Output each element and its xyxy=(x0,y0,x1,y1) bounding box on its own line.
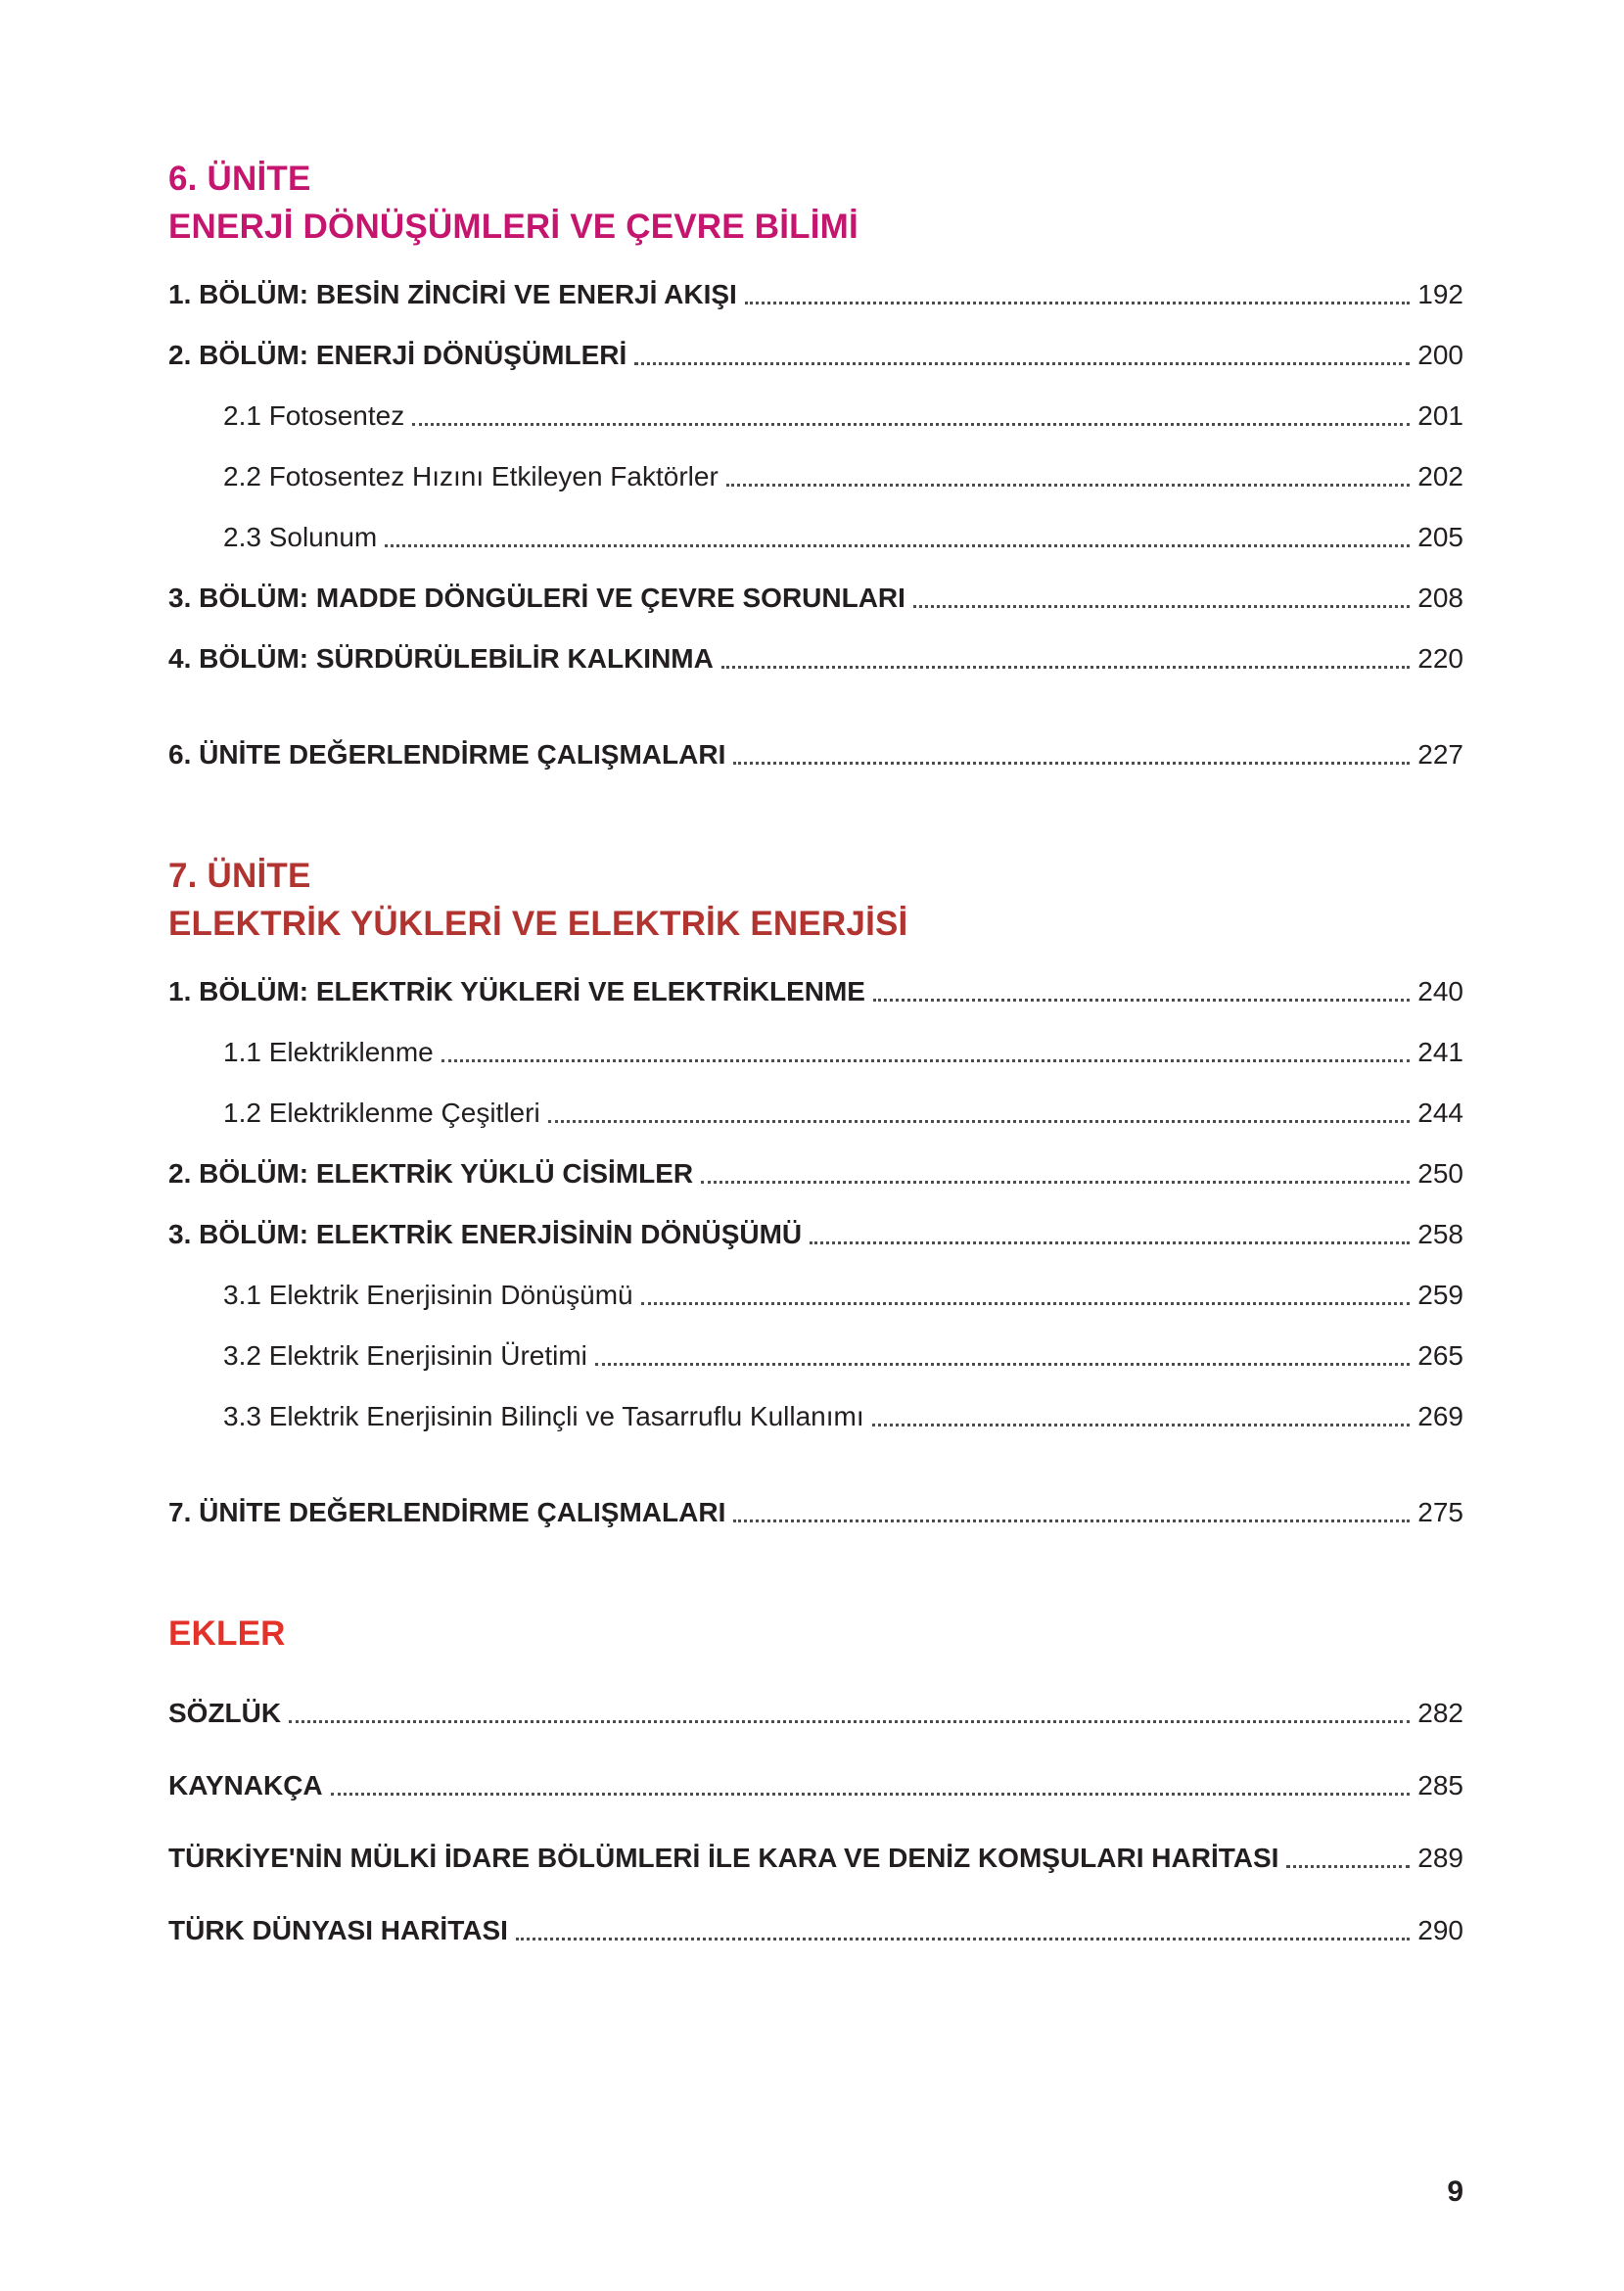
toc-entry xyxy=(168,1400,1463,1433)
toc-entry xyxy=(168,460,1463,493)
dotted-leader xyxy=(412,423,1410,426)
unit-heading-line: ENERJİ DÖNÜŞÜMLERİ VE ÇEVRE BİLİMİ xyxy=(168,208,858,246)
toc-entry xyxy=(168,339,1463,372)
toc-entry xyxy=(168,582,1463,615)
toc-entry-page: 258 xyxy=(1417,1219,1463,1249)
page-number: 9 xyxy=(1447,2175,1463,2208)
toc-entry-page: 275 xyxy=(1417,1497,1463,1527)
toc-entry-page: 205 xyxy=(1417,522,1463,552)
toc-entry xyxy=(168,642,1463,676)
toc-entry-label: 3. BÖLÜM: MADDE DÖNGÜLERİ VE ÇEVRE SORUNLARI xyxy=(168,583,905,613)
toc-entry-label: KAYNAKÇA xyxy=(168,1770,323,1800)
toc-entry-page: 244 xyxy=(1417,1098,1463,1128)
toc-entry-page: 265 xyxy=(1417,1340,1463,1371)
dotted-leader xyxy=(726,484,1411,487)
toc-entry xyxy=(168,521,1463,554)
toc-entry-label: 2. BÖLÜM: ENERJİ DÖNÜŞÜMLERİ xyxy=(168,340,627,370)
dotted-leader xyxy=(634,362,1410,365)
toc-entry xyxy=(168,1842,1463,1875)
toc-entry-label: TÜRKİYE'NİN MÜLKİ İDARE BÖLÜMLERİ İLE KARA VE DENİZ KOMŞULARI HARİTASI xyxy=(168,1843,1279,1873)
dotted-leader xyxy=(548,1120,1411,1123)
toc-entry xyxy=(168,1769,1463,1802)
toc-entry-page: 227 xyxy=(1417,739,1463,770)
toc-entry-label: 3.3 Elektrik Enerjisinin Bilinçli ve Tasarruflu Kullanımı xyxy=(223,1401,864,1431)
unit-heading xyxy=(168,155,1463,251)
dotted-leader xyxy=(733,762,1410,765)
dotted-leader xyxy=(701,1181,1410,1184)
dotted-leader xyxy=(641,1302,1411,1305)
dotted-leader xyxy=(873,999,1410,1002)
toc-entry-page: 192 xyxy=(1417,279,1463,309)
toc-entry-label: 1.2 Elektriklenme Çeşitleri xyxy=(223,1098,540,1128)
toc-entry-page: 220 xyxy=(1417,643,1463,674)
dotted-leader xyxy=(913,605,1410,608)
dotted-leader xyxy=(595,1363,1410,1366)
toc-entry-page: 200 xyxy=(1417,340,1463,370)
toc-entry xyxy=(168,738,1463,771)
toc-entry-label: 2. BÖLÜM: ELEKTRİK YÜKLÜ CİSİMLER xyxy=(168,1158,694,1189)
toc-entry-page: 289 xyxy=(1417,1843,1463,1873)
toc-entry xyxy=(168,1097,1463,1130)
toc-entry-label: 7. ÜNİTE DEĞERLENDİRME ÇALIŞMALARI xyxy=(168,1497,726,1527)
toc-entry-label: 2.3 Solunum xyxy=(223,522,378,552)
dotted-leader xyxy=(745,302,1410,304)
toc-entry xyxy=(168,278,1463,311)
dotted-leader xyxy=(385,544,1410,547)
dotted-leader xyxy=(872,1424,1411,1426)
toc-entry xyxy=(168,1036,1463,1069)
toc-entry xyxy=(168,1697,1463,1730)
toc-entry xyxy=(168,1339,1463,1373)
dotted-leader xyxy=(331,1793,1411,1796)
toc-entry xyxy=(168,1157,1463,1191)
unit-heading xyxy=(168,852,1463,948)
dotted-leader xyxy=(1286,1865,1410,1868)
dotted-leader xyxy=(810,1241,1410,1244)
toc-entry xyxy=(168,1496,1463,1529)
dotted-leader xyxy=(289,1720,1410,1723)
toc-entry-label: 1. BÖLÜM: BESİN ZİNCİRİ VE ENERJİ AKIŞI xyxy=(168,279,737,309)
toc-entry-label: 6. ÜNİTE DEĞERLENDİRME ÇALIŞMALARI xyxy=(168,739,726,770)
toc-entry-page: 290 xyxy=(1417,1915,1463,1945)
toc-entry-page: 202 xyxy=(1417,461,1463,491)
toc-entry-page: 259 xyxy=(1417,1280,1463,1310)
toc-entry-label: 3.2 Elektrik Enerjisinin Üretimi xyxy=(223,1340,587,1371)
toc-entry-page: 285 xyxy=(1417,1770,1463,1800)
unit-heading-line: 7. ÜNİTE xyxy=(168,857,311,895)
toc-entry xyxy=(168,1279,1463,1312)
toc-entry-page: 240 xyxy=(1417,976,1463,1006)
toc-entry-label: SÖZLÜK xyxy=(168,1698,282,1728)
toc-entry-label: 1. BÖLÜM: ELEKTRİK YÜKLERİ VE ELEKTRİKLENME xyxy=(168,976,865,1006)
unit-heading xyxy=(168,1610,1463,1658)
toc-entry-label: 3. BÖLÜM: ELEKTRİK ENERJİSİNİN DÖNÜŞÜMÜ xyxy=(168,1219,803,1249)
dotted-leader xyxy=(733,1520,1410,1522)
toc-entry xyxy=(168,1914,1463,1947)
toc-entry-page: 201 xyxy=(1417,400,1463,431)
toc-entry-label: 1.1 Elektriklenme xyxy=(223,1037,434,1067)
dotted-leader xyxy=(516,1938,1410,1940)
toc-entry-page: 250 xyxy=(1417,1158,1463,1189)
toc-section xyxy=(168,155,1463,771)
dotted-leader xyxy=(441,1059,1411,1062)
toc-entry-label: 2.2 Fotosentez Hızını Etkileyen Faktörler xyxy=(223,461,719,491)
unit-heading-line: 6. ÜNİTE xyxy=(168,160,311,198)
toc-entry-label: TÜRK DÜNYASI HARİTASI xyxy=(168,1915,508,1945)
toc-entry-page: 241 xyxy=(1417,1037,1463,1067)
toc-entry-page: 282 xyxy=(1417,1698,1463,1728)
unit-heading-line: ELEKTRİK YÜKLERİ VE ELEKTRİK ENERJİSİ xyxy=(168,905,908,943)
toc-entry-label: 2.1 Fotosentez xyxy=(223,400,405,431)
toc-entry-page: 269 xyxy=(1417,1401,1463,1431)
table-of-contents xyxy=(168,155,1463,1947)
toc-section xyxy=(168,1610,1463,1947)
toc-entry-page: 208 xyxy=(1417,583,1463,613)
toc-entry xyxy=(168,975,1463,1008)
toc-section xyxy=(168,852,1463,1529)
toc-entry-label: 3.1 Elektrik Enerjisinin Dönüşümü xyxy=(223,1280,633,1310)
toc-entry-label: 4. BÖLÜM: SÜRDÜRÜLEBİLİR KALKINMA xyxy=(168,643,714,674)
toc-entry xyxy=(168,1218,1463,1251)
dotted-leader xyxy=(721,666,1410,669)
unit-heading-line: EKLER xyxy=(168,1614,286,1653)
toc-entry xyxy=(168,399,1463,433)
